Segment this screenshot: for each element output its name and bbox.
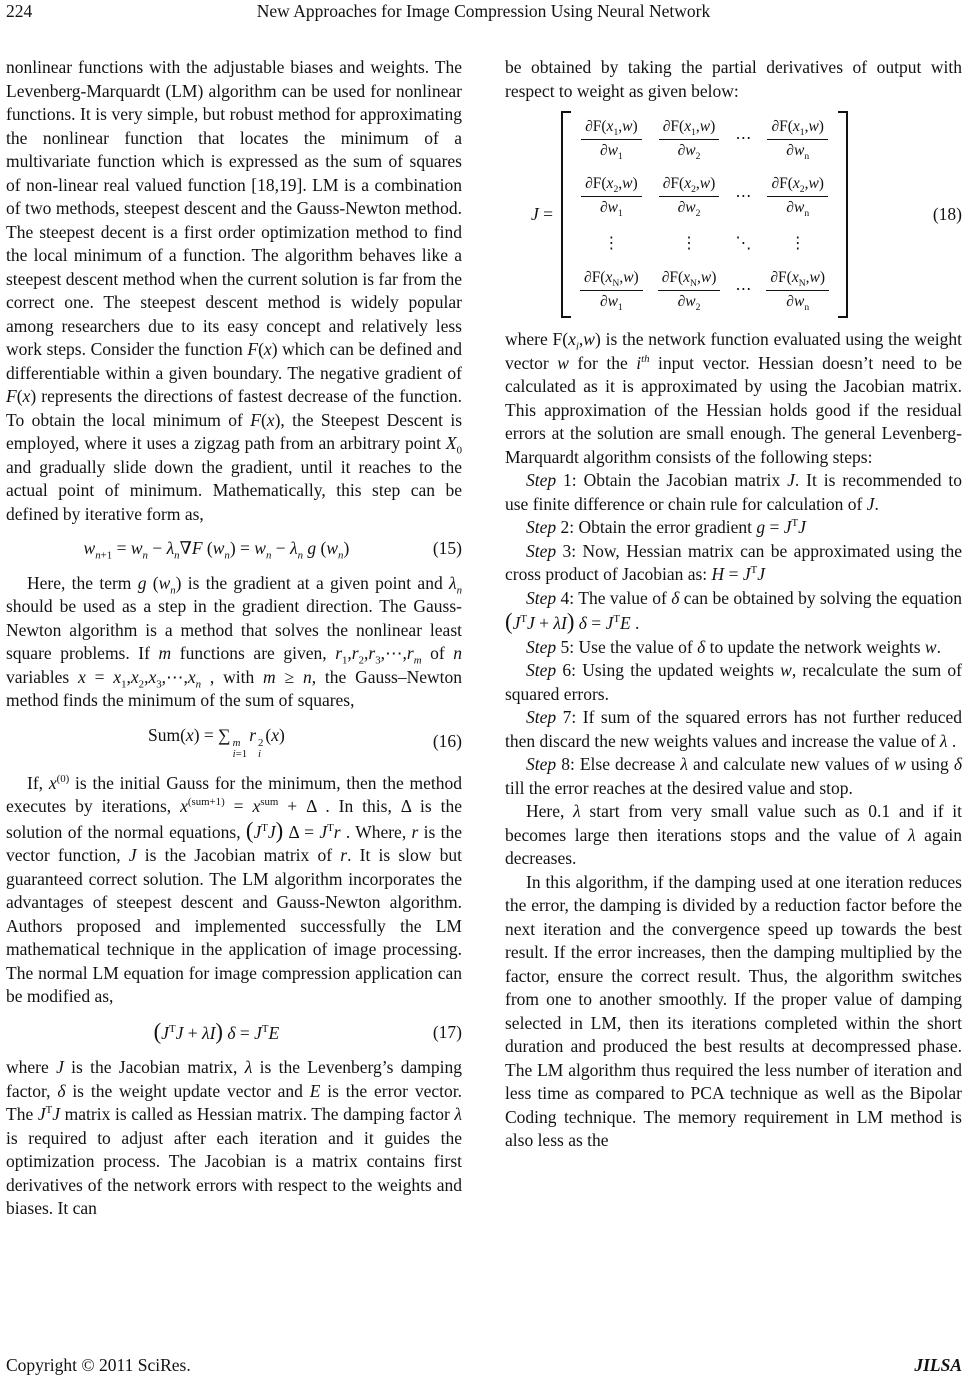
step-6: Step 6: Using the updated weights w, recalculate the sum of squared errors. xyxy=(505,660,963,704)
matrix-ddots: ⋱ xyxy=(735,234,752,252)
page-header xyxy=(0,0,967,26)
equation-17-label: (17) xyxy=(432,1021,462,1042)
step-5: Step 5: Use the value of δ to update the network weights w. xyxy=(526,636,941,657)
equation-18-label: (18) xyxy=(932,203,962,224)
step-4: Step 4: The value of δ can be obtained by solving the equation $(J^TJ + \lambda I) \delta = J^TE$ . xyxy=(505,587,962,635)
matrix-cell: $\frac{\partial F(x_1,w)}{\partial w_1}$ xyxy=(581,117,642,161)
paragraph-derivatives: be obtained by taking the partial derivatives of output with respect to weight as given below: xyxy=(505,57,962,101)
matrix-cell: $\frac{\partial F(x_2,w)}{\partial w_2}$ xyxy=(659,174,720,218)
matrix-cell: $\frac{\partial F(x_1,w)}{\partial w_2}$ xyxy=(659,117,720,161)
equation-16-label: (16) xyxy=(432,731,462,752)
equation-16 xyxy=(6,724,462,761)
page-number: 224 xyxy=(6,1,33,21)
matrix-cell: $\frac{\partial F(x_N,w)}{\partial w_1}$ xyxy=(580,268,643,312)
paragraph-gradient: Here, the term g $(w_n)$ is the gradient at a given point and $\lambda_n$ should be used as a step in the gradient direction. The Gauss-Newton algorithm is a method that solves the nonlinear least square problems. If m functions are given, $r_1,r_2,r_3,\cdots,r_m$ of n variables $x = x_1,x_2,x_3,\cdots,x_n$ , with m ≥ n, the Gauss–Newton method finds the minimum of the sum of squares, xyxy=(6,572,463,710)
matrix-cell: $\frac{\partial F(x_2,w)}{\partial w_n}$ xyxy=(767,174,828,218)
journal-name: JILSA xyxy=(914,1355,962,1375)
equation-15-body: $w_{n+1} = w_n - \lambda_n\nabla F$ $(w_n) = w_n - \lambda_n$ g $(w_n)$ xyxy=(83,538,350,562)
matrix-cdots: ⋯ xyxy=(735,281,752,299)
left-column xyxy=(6,56,462,1221)
jacobian-matrix xyxy=(561,111,848,318)
equation-15-label: (15) xyxy=(432,538,462,558)
left-bracket xyxy=(561,111,571,318)
paragraph-intro: nonlinear functions with the adjustable biases and weights. The Levenberg-Marquardt (LM) algorithm can be used for nonlinear functions. It is very simple, but robust method for approximating the nonlinear function that locates the minimum of a multivariate function which is expressed as the sum of squares of non-linear real valued function [18,19]. LM is a combination of two methods, steepest descent and the Gauss-Newton method. The steepest decent is a first order optimization method to find the local minimum of a function. The algorithm behaves like a steepest descent method when the current solution is far from the correct one. The steepest descent method is widely popular among researchers due to its easy concept and relatively less work steps. Consider the function F(x) which can be defined and differentiable within a given boundary. The negative gradient of F(x) represents the directions of fastest decrease of the function. To obtain the local minimum of F(x), the Steepest Descent is employed, where it uses a zigzag path from an arbitrary point $X_0$ and gradually slide down the gradient, until it reaches to the actual point of minimum. Mathematically, this step can be defined by iterative form as, xyxy=(6,57,462,524)
matrix-cdots: ⋯ xyxy=(735,187,752,205)
paragraph-jacobian-def: where J is the Jacobian matrix, λ is the Levenberg’s damping factor, δ is the weight update vector and E is the error vector. The $J^TJ$ matrix is called as Hessian matrix. The damping factor λ is required to adjust after each iteration and it guides the optimization process. The Jacobian is a matrix contains first derivatives of the network errors with respect to the weights and biases. It can xyxy=(6,1057,462,1219)
matrix-vdots: ⋮ xyxy=(681,234,698,252)
matrix-cell: $\frac{\partial F(x_N,w)}{\partial w_n}$ xyxy=(766,268,829,312)
equation-17 xyxy=(6,1020,462,1046)
matrix-cell: $\frac{\partial F(x_1,w)}{\partial w_n}$ xyxy=(767,117,828,161)
matrix-cell: $\frac{\partial F(x_2,w)}{\partial w_1}$ xyxy=(581,174,642,218)
equation-18 xyxy=(505,111,962,318)
paragraph-lambda-start: Here, λ start from very small value such as 0.1 and if it becomes large then iterations stops and the value of λ again decreases. xyxy=(505,801,962,869)
equation-16-body: Sum(x) = ∑ m i=1 r 2 i (x) xyxy=(147,724,285,761)
step-8: Step 8: Else decrease λ and calculate new values of w using δ till the error reaches at the desired value and stop. xyxy=(505,754,962,798)
page-footer xyxy=(6,1354,962,1378)
running-title: New Approaches for Image Compression Using Neural Network xyxy=(256,1,711,21)
paragraph-damping: In this algorithm, if the damping used at one iteration reduces the error, the damping is divided by a reduction factor before the next iteration and the convergence speed up towards the best result. If the error increases, then the damping multiplied by the factor, ensure the correct result. Thus, the algorithm switches from one to another smoothly. If the proper value of damping selected in LM, then its iterations completed within the short duration and produced the best results at decompressed phase. The LM algorithm thus required the less number of iteration and less time as compared to PCA technique as well as the Bipolar Coding technique. The memory requirement in LM method is also less as the xyxy=(505,871,962,1151)
paragraph-network-function: where $F(x_i,w)$ is the network function evaluated using the weight vector w for the $i^{th}$ input vector. Hessian doesn’t need to be calculated as it is approximated by using the Jacobian matrix. This approximation of the Hessian holds good if the residual errors at the solution are small enough. The general Levenberg-Marquardt algorithm consists of the following steps: xyxy=(505,329,962,467)
matrix-cell: $\frac{\partial F(x_N,w)}{\partial w_2}$ xyxy=(658,268,721,312)
right-bracket xyxy=(838,111,848,318)
equation-18-lhs: J = xyxy=(531,203,554,224)
right-column xyxy=(505,56,962,1153)
matrix-cdots: ⋯ xyxy=(735,130,752,148)
equation-17-body: $(J^TJ + \lambda I) \delta = J^TE$ xyxy=(153,1018,280,1044)
matrix-vdots: ⋮ xyxy=(789,234,806,252)
equation-15 xyxy=(6,537,462,561)
step-7: Step 7: If sum of the squared errors has not further reduced then discard the new weights values and increase the value of λ . xyxy=(505,707,962,751)
step-1: Step 1: Obtain the Jacobian matrix J. It is recommended to use finite difference or chain rule for calculation of J. xyxy=(505,470,962,514)
step-3: Step 3: Now, Hessian matrix can be approximated using the cross product of Jacobian as: $H = J^TJ$ xyxy=(505,540,962,585)
paragraph-iterations: If, $x^{(0)}$ is the initial Gauss for the minimum, then the method executes by iterations, $x^{(sum+1)} = x^{sum} + \Delta$ . In this, Δ is the solution of the normal equations, $(J^TJ) \Delta = J^Tr$ . Where, r is the vector function, J is the Jacobian matrix of r. It is slow but guaranteed correct solution. The LM algorithm incorporates the advantages of steepest descent and Gauss-Newton algorithm. Authors proposed and implemented successfully the LM mathematical technique in the application of image processing. The normal LM equation for image compression application can be modified as, xyxy=(6,772,462,1007)
step-2: Step 2: Obtain the error gradient $g = J^TJ$ xyxy=(526,517,806,538)
copyright-text: Copyright © 2011 SciRes. xyxy=(6,1355,191,1375)
matrix-vdots: ⋮ xyxy=(603,234,620,252)
